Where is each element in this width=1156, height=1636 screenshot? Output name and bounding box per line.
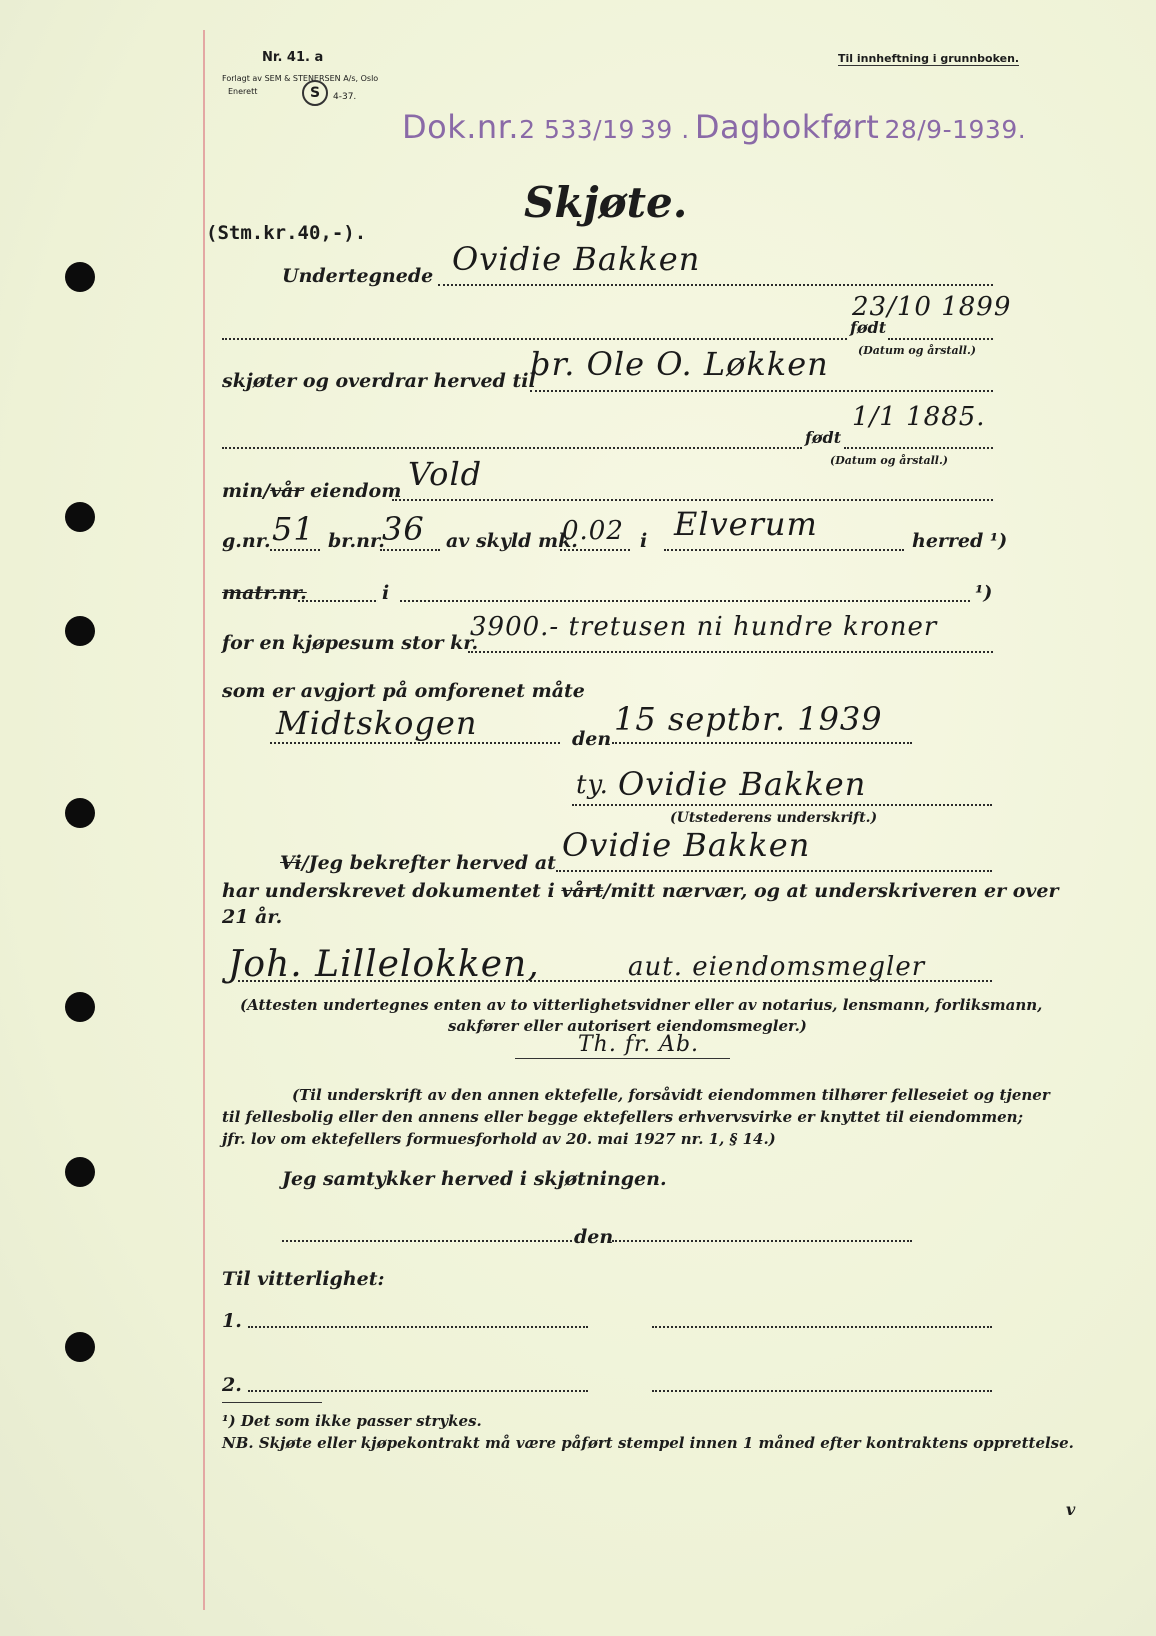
binder-hole xyxy=(65,262,95,292)
place-value: Midtskogen xyxy=(276,704,478,742)
binder-hole xyxy=(65,502,95,532)
gnr-label: g.nr. xyxy=(222,530,271,552)
kjopesum-value: 3900.- tretusen ni hundre kroner xyxy=(470,612,938,642)
dotted-line xyxy=(560,549,630,551)
eiendom-value: Vold xyxy=(408,455,483,493)
dotted-line xyxy=(248,1390,588,1392)
dotted-line xyxy=(844,447,993,449)
bekrefter-value: Ovidie Bakken xyxy=(562,826,811,864)
skyld-value: 0.02 xyxy=(562,516,624,546)
skyld-label: av skyld mk. xyxy=(446,530,578,552)
har-line xyxy=(222,880,1059,902)
spouse-note-2: til fellesbolig eller den annens eller begge ektefellers erhvervsvirke er knyttet til eiendommen; xyxy=(222,1108,1024,1126)
fodt1-value: 23/10 1899 xyxy=(852,292,1012,322)
matr-end: ¹) xyxy=(975,582,993,604)
eiendom-label xyxy=(222,480,401,502)
samtykker-text: Jeg samtykker herved i skjøtningen. xyxy=(282,1168,667,1190)
eiendom-label-struck: vår xyxy=(270,480,304,502)
datum2-caption: (Datum og årstall.) xyxy=(830,454,948,467)
date-value: 15 septbr. 1939 xyxy=(614,700,883,738)
dok-number: 2 533/19 xyxy=(519,115,635,144)
dotted-line xyxy=(270,742,560,744)
stamp-fee: (Stm.kr.40,-). xyxy=(206,222,367,244)
binder-hole xyxy=(65,798,95,828)
matr-label: matr.nr. xyxy=(222,582,307,604)
den-label: den xyxy=(572,728,612,750)
witness-1-label: 1. xyxy=(222,1310,242,1332)
dotted-line xyxy=(438,284,993,286)
attest-signature: Joh. Lillelokken, xyxy=(228,944,540,985)
signature-value: Ovidie Bakken xyxy=(618,765,867,803)
binder-hole xyxy=(65,992,95,1022)
dotted-line xyxy=(612,1240,912,1242)
i-label: i xyxy=(640,530,648,552)
bekrefter-text: Jeg bekrefter herved at xyxy=(308,852,556,874)
dotted-line xyxy=(270,549,320,551)
brnr-label: br.nr. xyxy=(328,530,385,552)
initials-rule xyxy=(515,1058,730,1059)
dotted-line xyxy=(664,549,904,551)
dotted-line xyxy=(530,390,993,392)
vitterlighet-label: Til vitterlighet: xyxy=(222,1268,385,1290)
fodt2-label: født xyxy=(805,428,842,447)
corner-mark: v xyxy=(1066,1500,1076,1519)
dotted-line xyxy=(652,1326,992,1328)
witness-2-label: 2. xyxy=(222,1374,242,1396)
publisher-line: Forlagt av SEM & STENERSEN A/s, Oslo xyxy=(222,74,379,83)
skjoter-value: br. Ole O. Løkken xyxy=(530,345,829,383)
signature-prefix: ty. xyxy=(576,770,609,800)
den2-label: den xyxy=(574,1226,614,1248)
herred-label: herred ¹) xyxy=(912,530,1008,552)
initials: Th. fr. Ab. xyxy=(578,1032,700,1057)
top-right-note: Til innheftning i grunnboken. xyxy=(838,52,1020,65)
dotted-line xyxy=(222,338,847,340)
har-line-post: /mitt nærvær, og at underskriveren er over xyxy=(603,880,1059,902)
footnote-rule xyxy=(222,1402,322,1403)
form-number: Nr. 41. a xyxy=(262,50,324,65)
utstederens-caption: (Utstederens underskrift.) xyxy=(670,810,878,826)
dotted-line xyxy=(392,499,993,501)
binder-hole xyxy=(65,1157,95,1187)
datum1-caption: (Datum og årstall.) xyxy=(858,344,976,357)
publisher-logo-icon: S xyxy=(302,80,328,106)
dotted-line xyxy=(238,980,992,982)
dagbok-date: 28/9-1939. xyxy=(884,115,1027,144)
dotted-line xyxy=(282,1240,572,1242)
binder-hole xyxy=(65,616,95,646)
attest-title: aut. eiendomsmegler xyxy=(628,952,926,982)
gnr-value: 51 xyxy=(272,510,315,548)
spouse-note-1: (Til underskrift av den annen ektefelle, forsåvidt eiendommen tilhører felleseiet og tjener xyxy=(292,1086,1050,1104)
print-date: 4-37. xyxy=(333,92,357,102)
bekrefter-struck: Vi xyxy=(280,852,302,874)
dotted-line xyxy=(298,600,376,602)
registration-stamp xyxy=(402,108,1026,146)
fodt1-label: født xyxy=(850,318,887,337)
skjoter-label: skjøter og overdrar herved til xyxy=(222,370,536,392)
brnr-value: 36 xyxy=(382,510,425,548)
dotted-line xyxy=(380,549,440,551)
age-line: 21 år. xyxy=(222,906,283,928)
har-line-pre: har underskrevet dokumentet i xyxy=(222,880,562,902)
dotted-line xyxy=(222,447,802,449)
bekrefter-label: Vi/Jeg bekrefter herved at xyxy=(280,852,556,874)
binder-hole xyxy=(65,1332,95,1362)
dagbok-label: Dagbokført xyxy=(694,108,880,146)
margin-line xyxy=(203,30,205,1610)
undertegnede-value: Ovidie Bakken xyxy=(452,240,701,278)
matr-i: i xyxy=(382,582,390,604)
eiendom-label-post: eiendom xyxy=(303,480,402,502)
dotted-line xyxy=(652,1390,992,1392)
eiendom-label-pre: min/ xyxy=(222,480,271,502)
har-line-struck: vårt xyxy=(561,880,604,902)
dotted-line xyxy=(572,804,992,806)
dotted-line xyxy=(556,870,992,872)
dotted-line xyxy=(248,1326,588,1328)
herred-value: Elverum xyxy=(674,505,818,543)
page-title: Skjøte. xyxy=(524,178,688,227)
dok-label: Dok.nr. xyxy=(402,108,520,146)
avgjort-label: som er avgjort på omforenet måte xyxy=(222,680,585,702)
undertegnede-label: Undertegnede xyxy=(282,265,434,287)
attest-note-2: sakfører eller autorisert eiendomsmegler.) xyxy=(448,1017,807,1035)
spouse-note-3: jfr. lov om ektefellers formuesforhold av 20. mai 1927 nr. 1, § 14.) xyxy=(222,1130,776,1148)
dok-year: 39 . xyxy=(640,115,690,144)
footnote-2: NB. Skjøte eller kjøpekontrakt må være påført stempel innen 1 måned efter kontraktens opprettelse. xyxy=(222,1434,1074,1452)
dotted-line xyxy=(612,742,912,744)
footnote-1: ¹) Det som ikke passer strykes. xyxy=(222,1412,482,1430)
dotted-line xyxy=(888,338,993,340)
dotted-line xyxy=(468,651,993,653)
attest-note-1: (Attesten undertegnes enten av to vitterlighetsvidner eller av notarius, lensmann, forliksmann, xyxy=(240,996,1043,1014)
publisher-enerett: Enerett xyxy=(228,87,258,96)
fodt2-value: 1/1 1885. xyxy=(852,402,986,432)
kjopesum-label: for en kjøpesum stor kr. xyxy=(222,632,479,654)
dotted-line xyxy=(400,600,970,602)
